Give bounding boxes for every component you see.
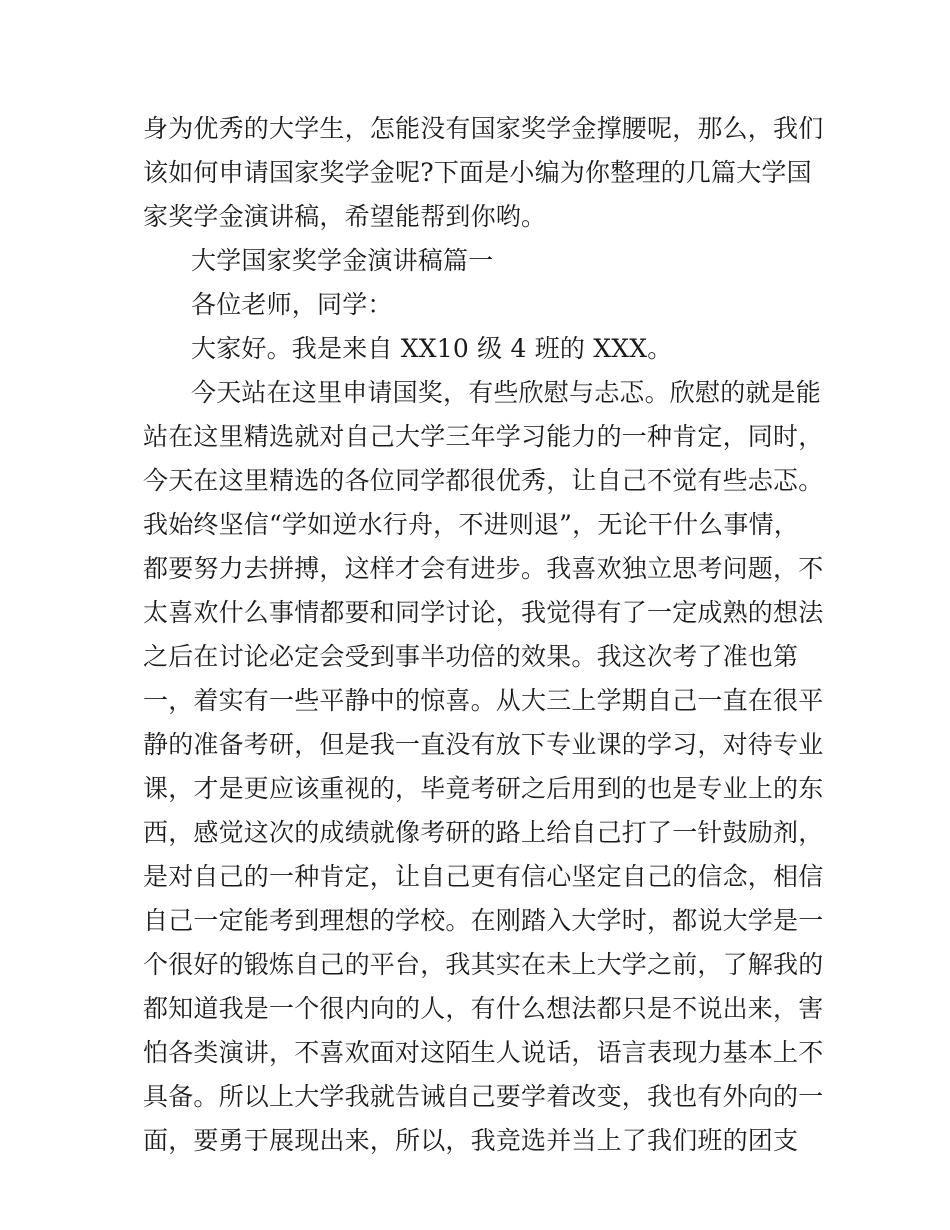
text-line: 身为优秀的大学生，怎能没有国家奖学金撑腰呢，那么，我们 (143, 114, 824, 143)
text-line: 一，着实有一些平静中的惊喜。从大三上学期自己一直在很平 (143, 686, 824, 715)
text-line: 课，才是更应该重视的，毕竟考研之后用到的也是专业上的东 (143, 774, 824, 803)
salutation: 各位老师，同学： (191, 290, 393, 319)
text-line: 具备。所以上大学我就告诫自己要学着改变，我也有外向的一 (143, 1082, 824, 1111)
text-line: 之后在讨论必定会受到事半功倍的效果。我这次考了准也第 (143, 642, 799, 671)
text-line: 怕各类演讲，不喜欢面对这陌生人说话，语言表现力基本上不 (143, 1038, 824, 1067)
text-line: 该如何申请国家奖学金呢?下面是小编为你整理的几篇大学国 (143, 158, 812, 187)
text-line: 自己一定能考到理想的学校。在刚踏入大学时，都说大学是一 (143, 906, 824, 935)
text-line: 是对自己的一种肯定，让自己更有信心坚定自己的信念，相信 (143, 862, 824, 891)
text-line: 都要努力去拼搏，这样才会有进步。我喜欢独立思考问题，不 (143, 554, 824, 583)
text-line: 太喜欢什么事情都要和同学讨论，我觉得有了一定成熟的想法 (143, 598, 824, 627)
text-line: 个很好的锻炼自己的平台，我其实在未上大学之前，了解我的 (143, 950, 824, 979)
text-line: 西，感觉这次的成绩就像考研的路上给自己打了一针鼓励剂， (143, 818, 824, 847)
text-line: 家奖学金演讲稿，希望能帮到你哟。 (143, 202, 547, 231)
text-line: 面，要勇于展现出来，所以，我竞选并当上了我们班的团支 (143, 1126, 799, 1155)
text-line: 今天站在这里申请国奖，有些欣慰与忐忑。欣慰的就是能 (191, 378, 822, 407)
section-heading: 大学国家奖学金演讲稿篇一 (191, 246, 494, 275)
text-line: 我始终坚信“学如逆水行舟，不进则退”，无论干什么事情， (143, 510, 799, 539)
text-line: 静的准备考研，但是我一直没有放下专业课的学习，对待专业 (143, 730, 824, 759)
text-line: 大家好。我是来自 XX10 级 4 班的 XXX。 (191, 334, 673, 363)
text-line: 今天在这里精选的各位同学都很优秀，让自己不觉有些忐忑。 (143, 466, 824, 495)
text-line: 都知道我是一个很内向的人，有什么想法都只是不说出来，害 (143, 994, 824, 1023)
text-line: 站在这里精选就对自己大学三年学习能力的一种肯定，同时， (143, 422, 824, 451)
